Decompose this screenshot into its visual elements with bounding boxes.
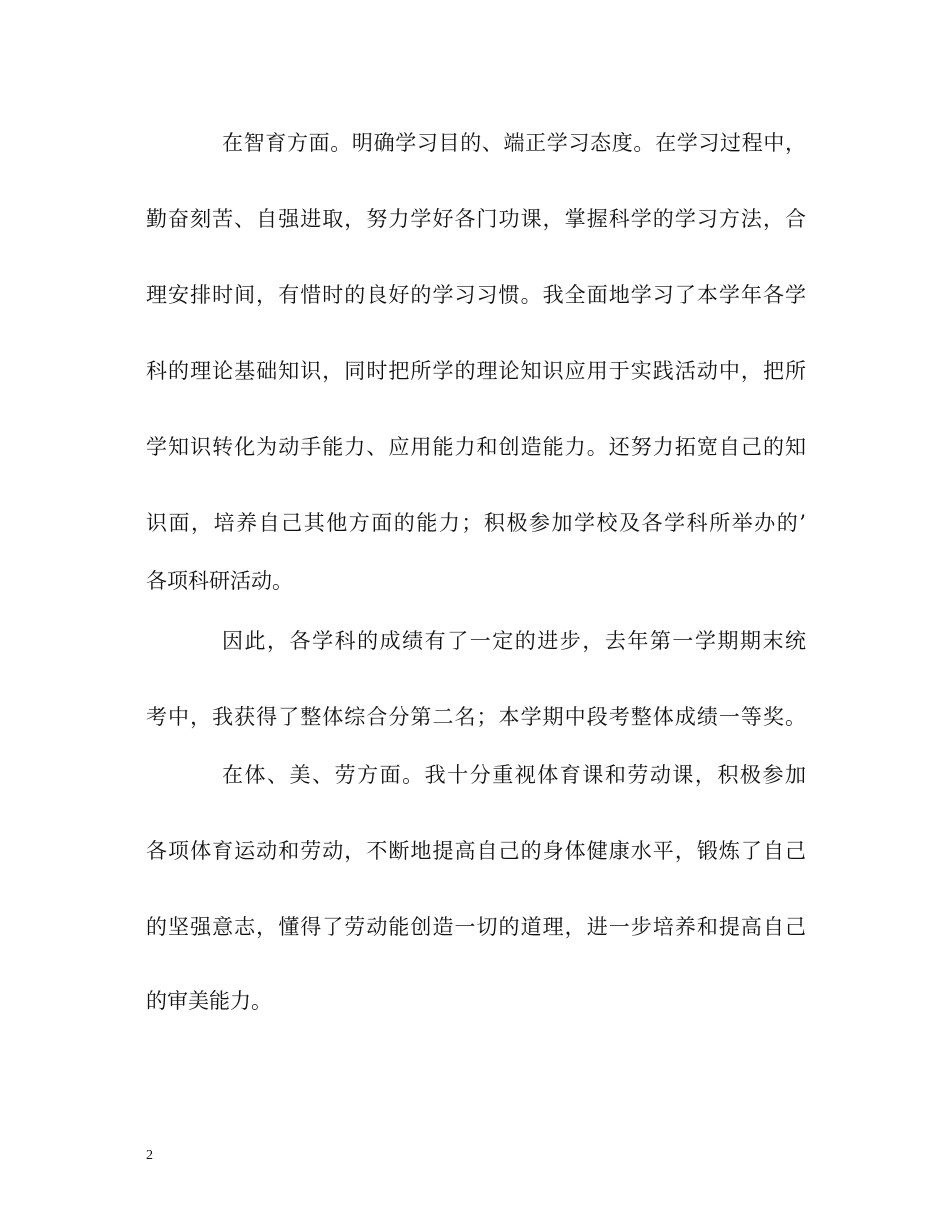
paragraph-1-line-5: 学知识转化为动手能力、应用能力和创造能力。还努力拓宽自己的知 <box>146 435 806 459</box>
paragraph-1-line-4: 科的理论基础知识，同时把所学的理论知识应用于实践活动中，把所 <box>146 359 806 383</box>
paragraph-2-line-2: 考中，我获得了整体综合分第二名；本学期中段考整体成绩一等奖。 <box>146 705 806 729</box>
paragraph-3-line-3: 的坚强意志，懂得了劳动能创造一切的道理，进一步培养和提高自己 <box>146 915 806 939</box>
paragraph-1-line-2: 勤奋刻苦、自强进取，努力学好各门功课，掌握科学的学习方法，合 <box>146 207 806 231</box>
paragraph-1-line-7: 各项科研活动。 <box>146 569 293 593</box>
paragraph-3-line-1: 在体、美、劳方面。我十分重视体育课和劳动课，积极参加 <box>222 763 806 787</box>
paragraph-3-line-2: 各项体育运动和劳动，不断地提高自己的身体健康水平，锻炼了自己 <box>146 839 806 863</box>
page-number: 2 <box>146 1148 153 1163</box>
paragraph-1-line-6: 识面，培养自己其他方面的能力；积极参加学校及各学科所举办的’ <box>146 511 806 535</box>
paragraph-1-line-1: 在智育方面。明确学习目的、端正学习态度。在学习过程中， <box>222 131 806 155</box>
paragraph-2-line-1: 因此，各学科的成绩有了一定的进步，去年第一学期期末统 <box>222 629 806 653</box>
paragraph-3-line-4: 的审美能力。 <box>146 989 272 1013</box>
paragraph-1-line-3: 理安排时间，有惜时的良好的学习习惯。我全面地学习了本学年各学 <box>146 283 806 307</box>
